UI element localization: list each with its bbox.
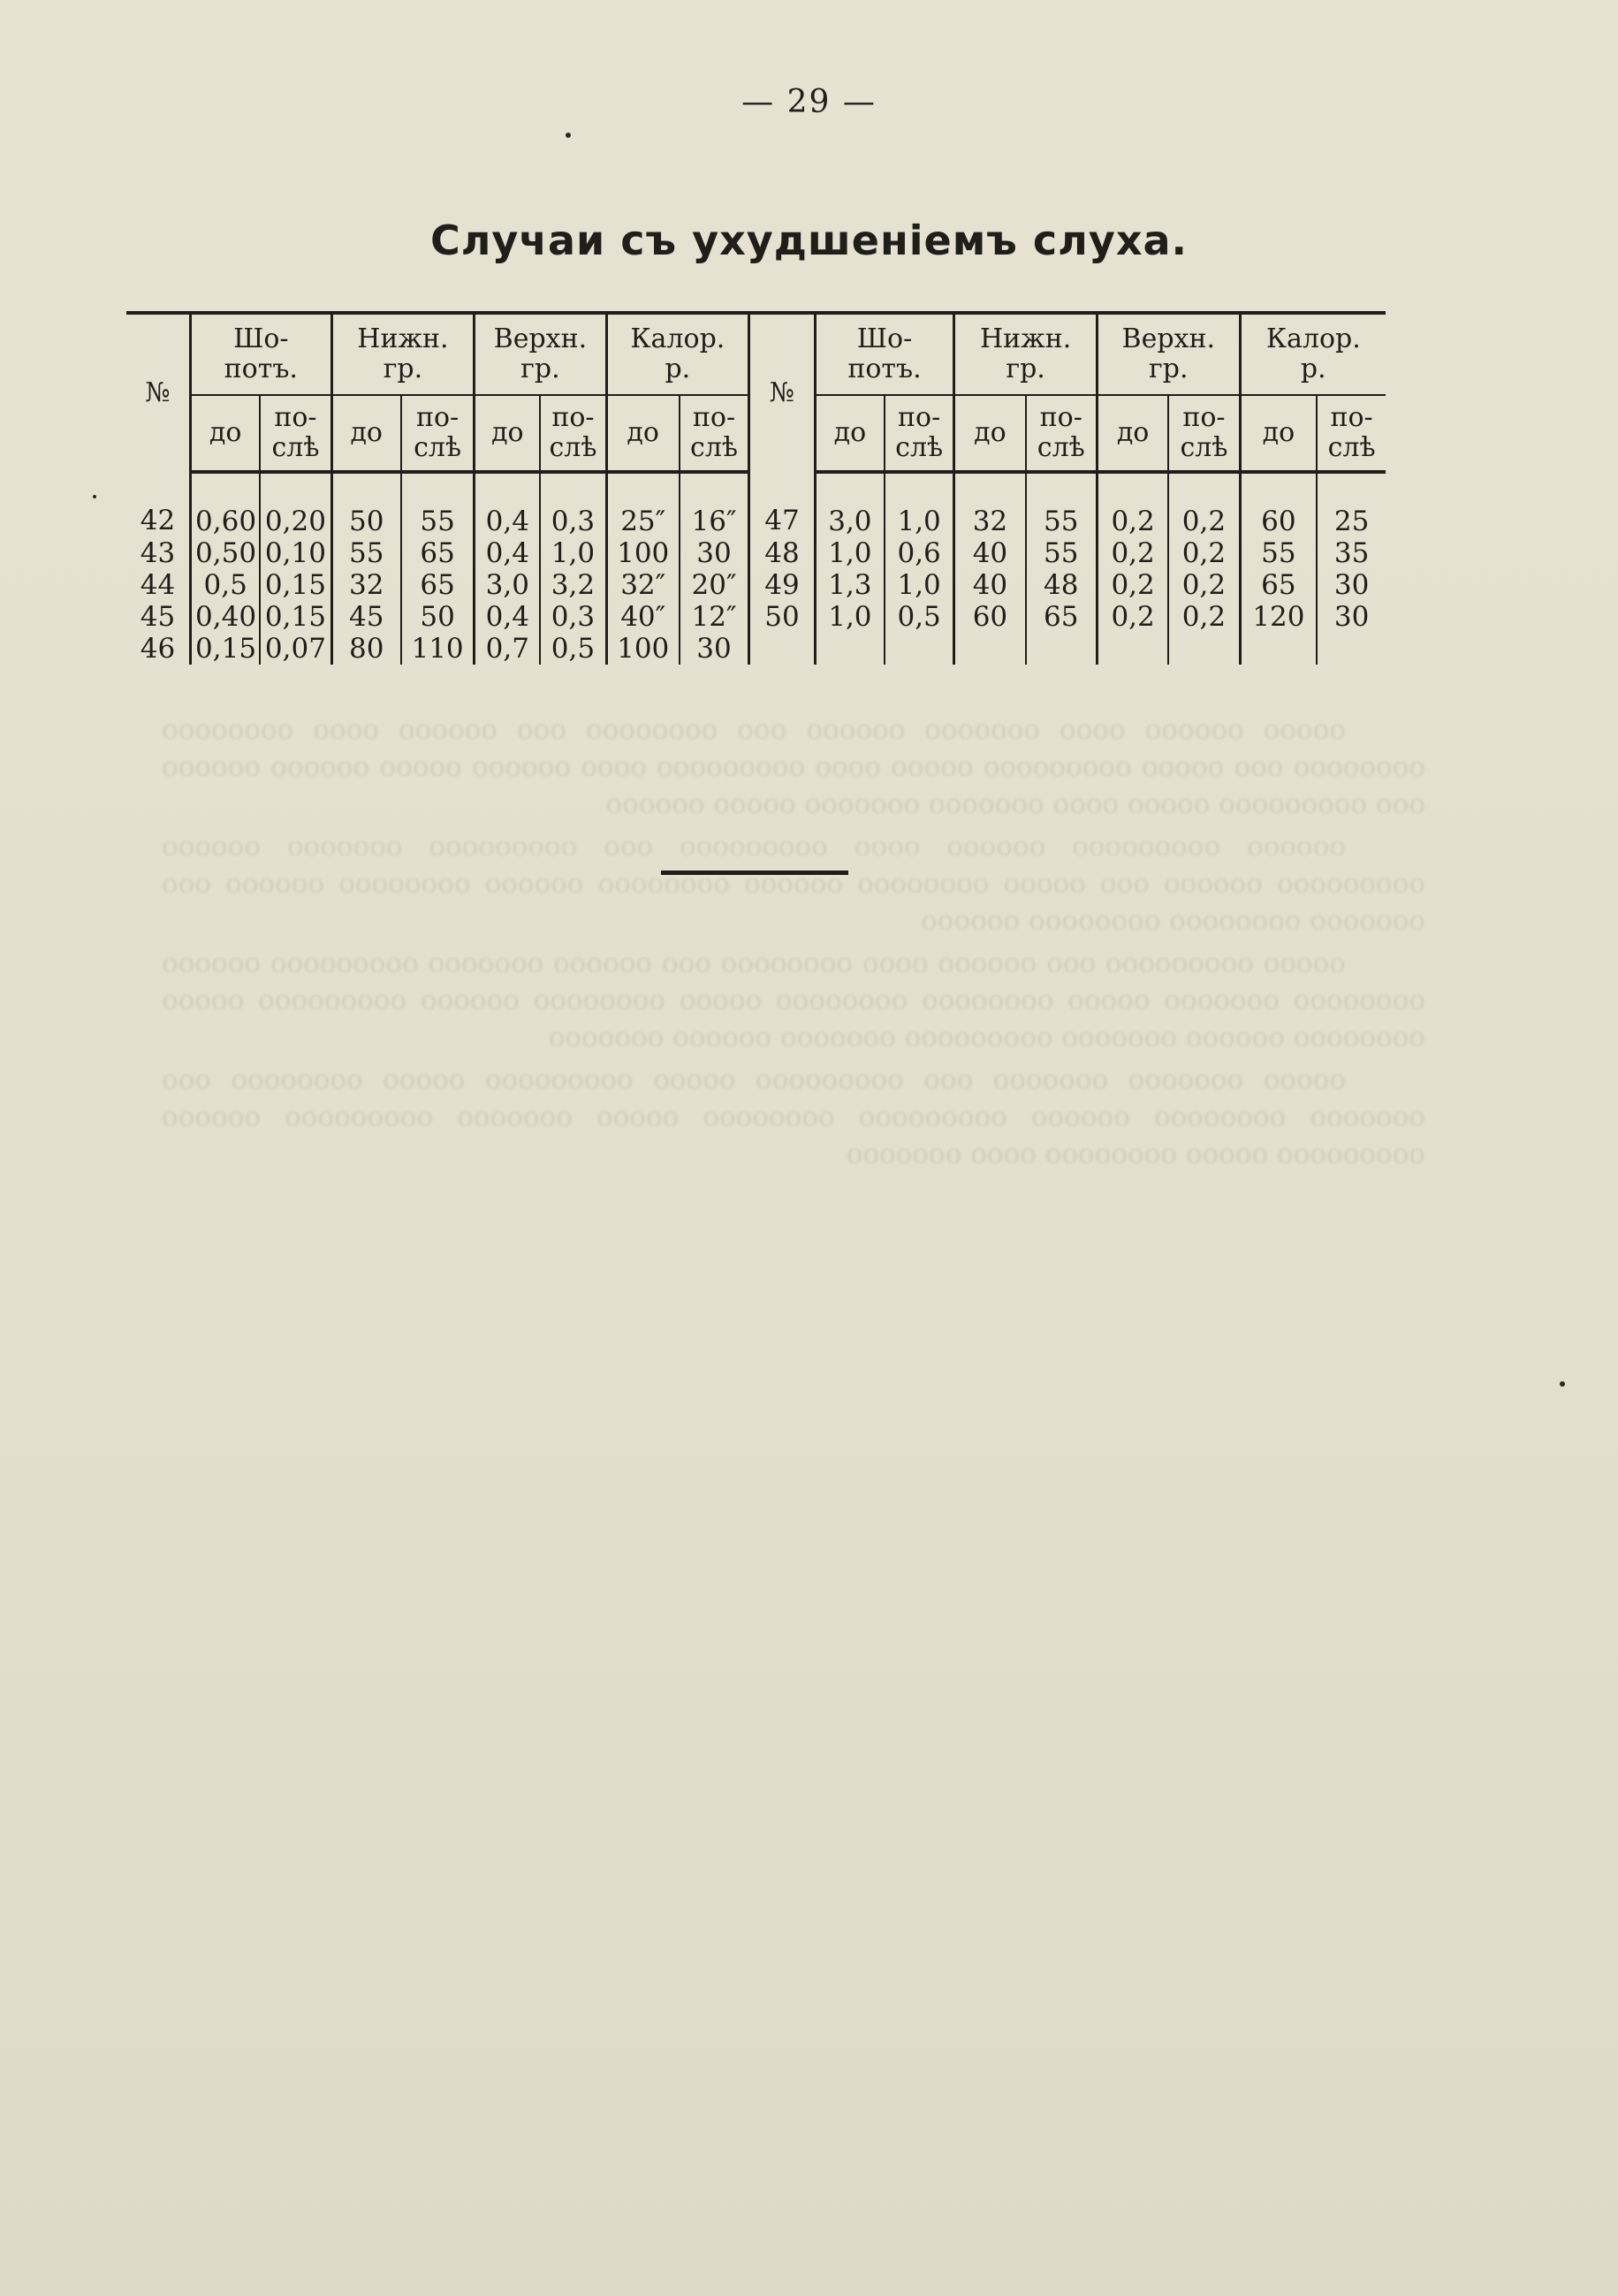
table-cell: 40 bbox=[954, 569, 1026, 601]
table-cell: 55 bbox=[401, 472, 475, 537]
hearing-table-container bbox=[126, 311, 1386, 665]
table-cell: 0,40 bbox=[191, 601, 261, 633]
table-row bbox=[126, 601, 1386, 633]
sub-header-after: по- слѣ bbox=[680, 395, 749, 472]
table-cell: 40 bbox=[954, 537, 1026, 569]
sub-header-after: по- слѣ bbox=[1026, 395, 1098, 472]
page-number: — 29 — bbox=[741, 84, 877, 120]
sub-header-after: по- слѣ bbox=[1317, 395, 1386, 472]
table-row bbox=[126, 633, 1386, 665]
table-cell: 0,4 bbox=[475, 601, 541, 633]
table-cell: 0,07 bbox=[260, 633, 331, 665]
case-number-cell: 49 bbox=[749, 569, 816, 601]
table-cell: 1,0 bbox=[885, 569, 954, 601]
table-cell bbox=[1097, 633, 1168, 665]
table-cell: 0,2 bbox=[1168, 537, 1240, 569]
hearing-table bbox=[126, 311, 1386, 665]
case-number-cell bbox=[749, 633, 816, 665]
sub-header-before: до bbox=[1097, 395, 1168, 472]
table-cell bbox=[815, 633, 885, 665]
table-cell: 0,5 bbox=[540, 633, 606, 665]
sub-header-before: до bbox=[191, 395, 261, 472]
table-cell bbox=[1026, 633, 1098, 665]
table-cell: 100 bbox=[606, 537, 680, 569]
table-cell: 0,5 bbox=[885, 601, 954, 633]
col-header-number-2: № bbox=[749, 313, 816, 472]
table-cell: 30 bbox=[1317, 569, 1386, 601]
table-cell: 0,15 bbox=[260, 569, 331, 601]
table-cell: 0,2 bbox=[1168, 601, 1240, 633]
table-cell: 60 bbox=[954, 601, 1026, 633]
sub-header-before: до bbox=[1240, 395, 1317, 472]
col-group-caloric: Калор. р. bbox=[606, 313, 749, 395]
table-cell: 30 bbox=[1317, 601, 1386, 633]
table-cell: 0,10 bbox=[260, 537, 331, 569]
table-cell: 40″ bbox=[606, 601, 680, 633]
table-cell: 55 bbox=[1026, 472, 1098, 537]
col-group-lower-limit: Нижн. гр. bbox=[331, 313, 475, 395]
table-cell: 20″ bbox=[680, 569, 749, 601]
table-cell: 0,4 bbox=[475, 537, 541, 569]
case-number-cell: 44 bbox=[140, 569, 176, 601]
table-cell: 110 bbox=[401, 633, 475, 665]
table-cell: 1,0 bbox=[815, 601, 885, 633]
ink-speck bbox=[566, 133, 571, 138]
table-cell: 0,15 bbox=[260, 601, 331, 633]
sub-header-before: до bbox=[954, 395, 1026, 472]
table-cell: 1,0 bbox=[885, 472, 954, 537]
sub-header-before: до bbox=[606, 395, 680, 472]
table-cell: 0,2 bbox=[1168, 472, 1240, 537]
table-cell: 0,2 bbox=[1097, 569, 1168, 601]
table-cell: 48 bbox=[1026, 569, 1098, 601]
table-cell: 0,5 bbox=[191, 569, 261, 601]
table-cell: 1,0 bbox=[815, 537, 885, 569]
table-cell: 32 bbox=[954, 472, 1026, 537]
col-group-whisper-2: Шо- потъ. bbox=[815, 313, 954, 395]
table-cell: 1,0 bbox=[540, 537, 606, 569]
table-cell: 1,3 bbox=[815, 569, 885, 601]
table-cell: 65 bbox=[1026, 601, 1098, 633]
col-group-upper-limit: Верхн. гр. bbox=[475, 313, 606, 395]
table-cell bbox=[1317, 633, 1386, 665]
table-cell: 55 bbox=[1240, 537, 1317, 569]
table-cell: 32″ bbox=[606, 569, 680, 601]
table-cell: 3,0 bbox=[475, 569, 541, 601]
table-cell: 35 bbox=[1317, 537, 1386, 569]
table-cell bbox=[885, 633, 954, 665]
table-cell: 0,6 bbox=[885, 537, 954, 569]
table-cell: 100 bbox=[606, 633, 680, 665]
table-cell: 0,20 bbox=[260, 472, 331, 537]
sub-header-after: по- слѣ bbox=[260, 395, 331, 472]
table-cell: 0,60 bbox=[191, 472, 261, 537]
table-cell: 0,50 bbox=[191, 537, 261, 569]
case-number-cell: 45 bbox=[140, 601, 176, 633]
case-number-cell: 50 bbox=[749, 601, 816, 633]
case-number-cell: 42 bbox=[140, 505, 176, 536]
sub-header-before: до bbox=[331, 395, 401, 472]
table-row bbox=[126, 472, 1386, 537]
table-cell: 25 bbox=[1317, 472, 1386, 537]
sub-header-after: по- слѣ bbox=[401, 395, 475, 472]
table-cell: 60 bbox=[1240, 472, 1317, 537]
sub-header-after: по- слѣ bbox=[885, 395, 954, 472]
table-cell: 55 bbox=[331, 537, 401, 569]
col-header-number: № bbox=[126, 313, 191, 472]
sub-header-after: по- слѣ bbox=[540, 395, 606, 472]
col-group-whisper: Шо- потъ. bbox=[191, 313, 332, 395]
case-number-cell: 46 bbox=[140, 633, 176, 665]
table-cell: 80 bbox=[331, 633, 401, 665]
table-cell: 3,0 bbox=[815, 472, 885, 537]
table-cell: 0,2 bbox=[1097, 472, 1168, 537]
table-cell: 0,2 bbox=[1097, 537, 1168, 569]
case-number-cell: 43 bbox=[140, 537, 176, 569]
table-cell bbox=[1168, 633, 1240, 665]
table-cell: 0,2 bbox=[1097, 601, 1168, 633]
ink-speck bbox=[93, 495, 96, 498]
table-cell: 65 bbox=[401, 537, 475, 569]
table-cell: 0,4 bbox=[475, 472, 541, 537]
sub-header-before: до bbox=[815, 395, 885, 472]
table-cell: 0,3 bbox=[540, 472, 606, 537]
table-cell: 16″ bbox=[680, 472, 749, 537]
table-cell: 50 bbox=[401, 601, 475, 633]
table-body bbox=[126, 472, 1386, 665]
case-number-cell: 47 bbox=[749, 472, 816, 537]
table-cell: 120 bbox=[1240, 601, 1317, 633]
col-group-upper-limit-2: Верхн. гр. bbox=[1097, 313, 1240, 395]
sub-header-before: до bbox=[475, 395, 541, 472]
sub-header-after: по- слѣ bbox=[1168, 395, 1240, 472]
table-title: Случаи съ ухудшеніемъ слуха. bbox=[429, 217, 1189, 264]
show-through-text: ооооо оооооо оооо ооооооо оооооо ооо оооооооо ооо оооооо оооо оооооооо оооооооо ооо ооооо ооооооооо ооооо оооо ооооооооо оооо оооооо ооооо оооооо оооооо ооо ооооооооо ооооо оооо ооооооо ооооооо ооооо оооооо оооооо ооооооооо оооооо оооо ооооооооо ооо ооооооооо ооооооо оооооо ооооооооо оооооо ооо ооооо оооооооо оооооо оооооооо оооооо оооооооо оооооо ооо ооооооо оооооооо оооооооо оооооо ооооо ооооооооо ооо оооооо оооо оооооооо ооо оооооо ооооооо ооооооооо оооооо оооооооо ооооооо ооооо оооооооо оооооооо ооооо оооооооо оооооо ооооооооо ооооо оооооооо оооооо ооооооо ооооооооо ооооооо оооооо ооооооо ооооо ооооооо ооооооо ооо ооооооооо ооооо ооооооооо ооооо оооооооо ооо ооооооо оооооооо оооооо ооооооооо оооооооо ооооо ооооооо ооооооооо оооооо ооооооооо ооооо оооооооо оооо ооооооо bbox=[162, 714, 1425, 1170]
table-cell: 0,15 bbox=[191, 633, 261, 665]
table-cell: 12″ bbox=[680, 601, 749, 633]
table-cell bbox=[954, 633, 1026, 665]
table-cell: 32 bbox=[331, 569, 401, 601]
table-cell: 0,7 bbox=[475, 633, 541, 665]
table-cell: 25″ bbox=[606, 472, 680, 537]
table-cell: 65 bbox=[401, 569, 475, 601]
table-cell: 55 bbox=[1026, 537, 1098, 569]
table-cell: 65 bbox=[1240, 569, 1317, 601]
col-group-caloric-2: Калор. р. bbox=[1240, 313, 1386, 395]
table-cell: 45 bbox=[331, 601, 401, 633]
table-cell bbox=[1240, 633, 1317, 665]
table-cell: 0,2 bbox=[1168, 569, 1240, 601]
table-row bbox=[126, 569, 1386, 601]
table-row bbox=[126, 537, 1386, 569]
table-cell: 3,2 bbox=[540, 569, 606, 601]
col-group-lower-limit-2: Нижн. гр. bbox=[954, 313, 1098, 395]
ink-speck bbox=[1560, 1381, 1565, 1387]
table-cell: 0,3 bbox=[540, 601, 606, 633]
case-number-cell: 48 bbox=[749, 537, 816, 569]
table-cell: 30 bbox=[680, 537, 749, 569]
table-cell: 50 bbox=[331, 472, 401, 537]
table-cell: 30 bbox=[680, 633, 749, 665]
